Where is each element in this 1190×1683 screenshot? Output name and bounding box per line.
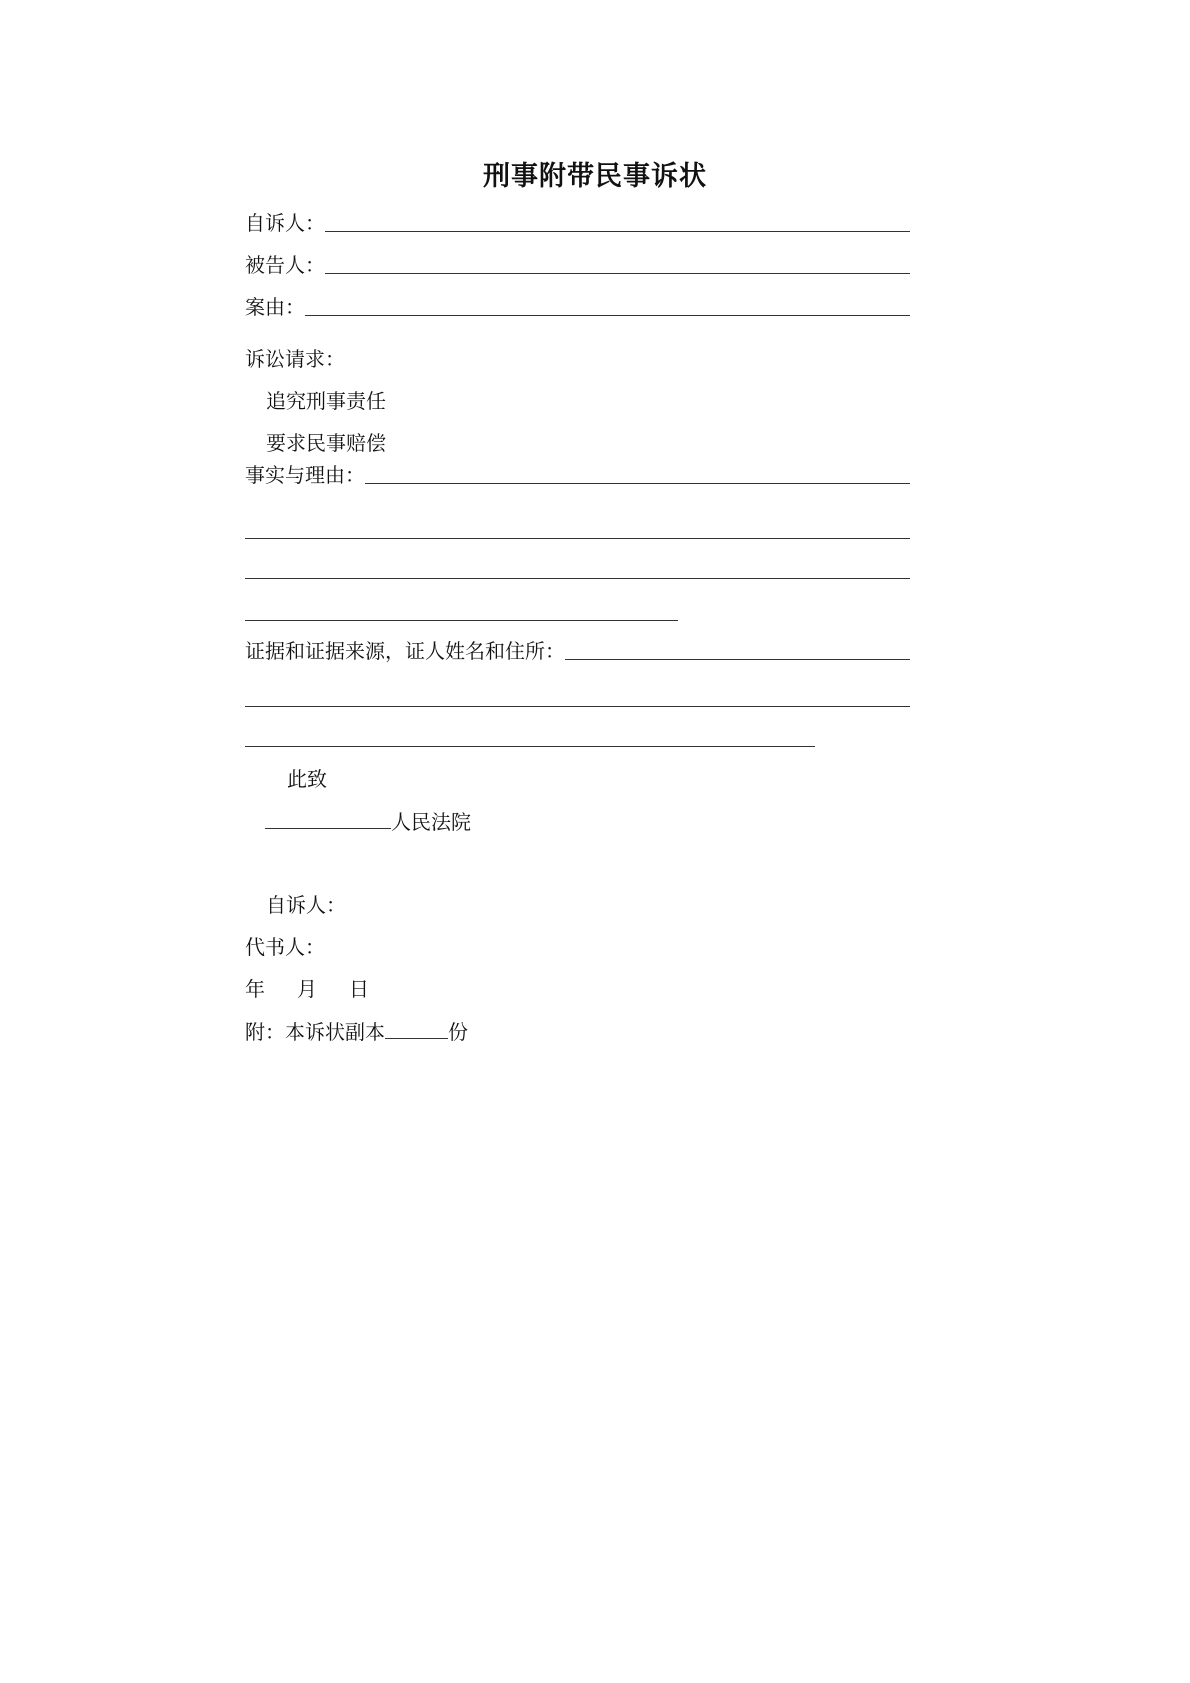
claim-item-civil: 要求民事赔偿: [266, 431, 386, 455]
evidence-rule-1[interactable]: [245, 706, 910, 707]
facts-rule-2[interactable]: [245, 578, 910, 579]
case-line: [245, 290, 910, 320]
salutation: 此致: [287, 767, 327, 791]
facts-line: [245, 458, 910, 488]
facts-label: 事实与理由：: [245, 463, 365, 487]
scribe-label: 代书人：: [245, 935, 325, 959]
attachment-prefix: 附：本诉状副本: [245, 1020, 385, 1044]
case-field[interactable]: [305, 295, 910, 316]
facts-field[interactable]: [365, 463, 910, 484]
attachment-line: [245, 1018, 468, 1045]
evidence-rule-2[interactable]: [245, 746, 815, 747]
defendant-label: 被告人：: [245, 253, 325, 277]
court-suffix: 人民法院: [391, 810, 471, 834]
defendant-field[interactable]: [325, 253, 910, 274]
date-month: 月: [297, 977, 317, 1001]
plaintiff-line: [245, 206, 910, 236]
date-day: 日: [349, 977, 369, 1001]
facts-rule-3[interactable]: [245, 620, 678, 621]
facts-rule-1[interactable]: [245, 538, 910, 539]
date-line: [245, 976, 369, 1002]
evidence-label: 证据和证据来源，证人姓名和住所：: [245, 639, 565, 663]
evidence-line: [245, 634, 910, 664]
defendant-line: [245, 248, 910, 278]
copies-field[interactable]: [385, 1018, 448, 1039]
plaintiff-label: 自诉人：: [245, 211, 325, 235]
evidence-field[interactable]: [565, 639, 910, 660]
date-year: 年: [245, 977, 265, 1001]
claim-item-criminal: 追究刑事责任: [266, 389, 386, 413]
document-title: 刑事附带民事诉状: [483, 161, 707, 192]
attachment-suffix: 份: [448, 1020, 468, 1044]
plaintiff-field[interactable]: [325, 211, 910, 232]
court-name-field[interactable]: [265, 808, 391, 829]
court-line: [265, 808, 471, 835]
claims-label: 诉讼请求：: [245, 347, 345, 371]
signer-label: 自诉人：: [266, 893, 346, 917]
case-label: 案由：: [245, 295, 305, 319]
